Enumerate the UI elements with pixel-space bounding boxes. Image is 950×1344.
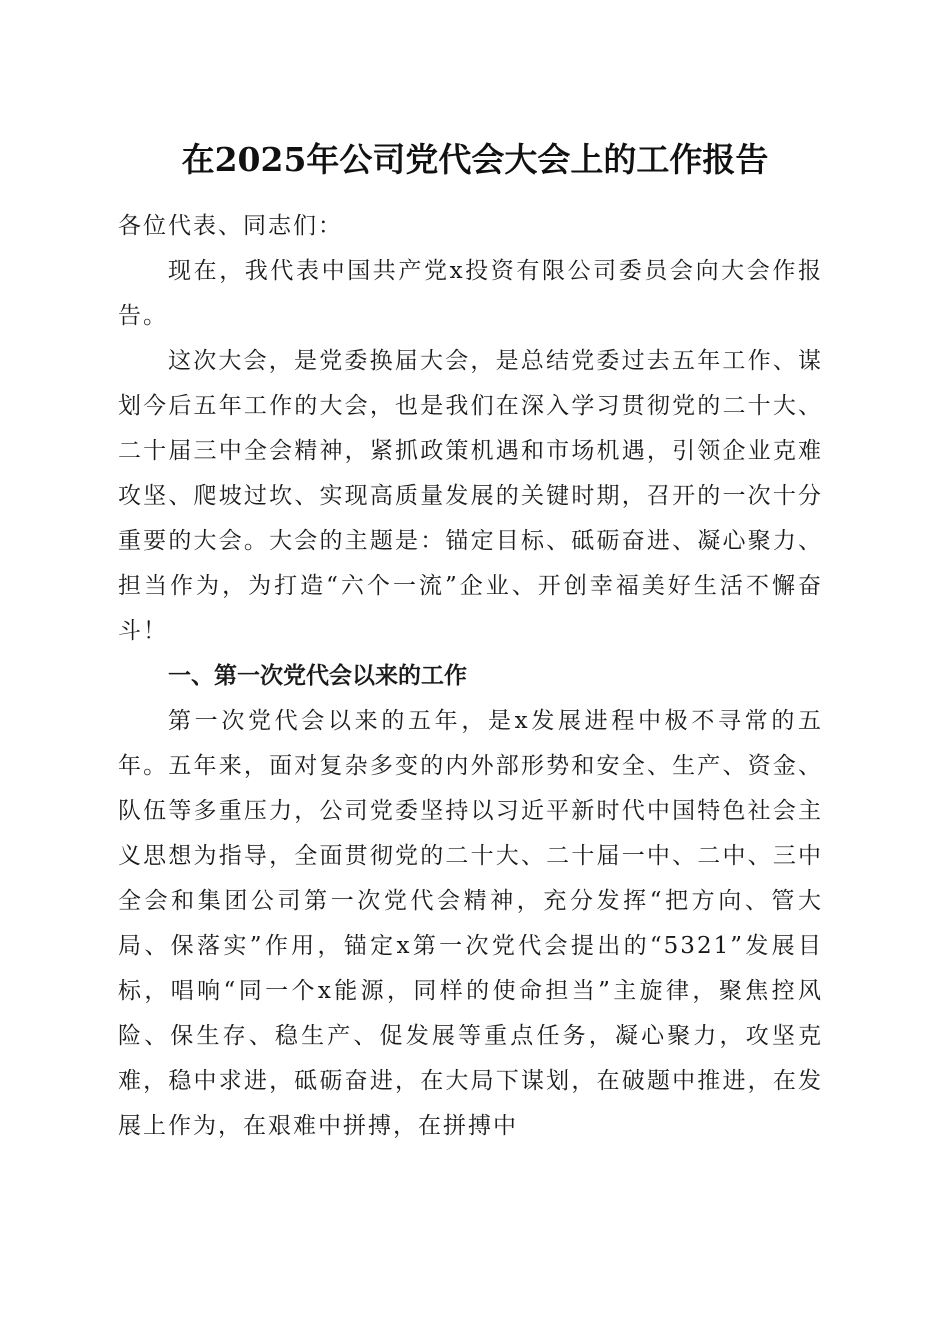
document-title: 在2025年公司党代会大会上的工作报告 (181, 140, 769, 179)
section-heading: 一、第一次党代会以来的工作 (168, 663, 467, 689)
paragraph-meeting-theme: 这次大会，是党委换届大会，是总结党委过去五年工作、谋划今后五年工作的大会，也是我们在深入学习贯彻党的二十大、二十届三中全会精神，紧抓政策机遇和市场机遇，引领企业克难攻坚、爬坡过坎、实现高质量发展的关键时期，召开的一次十分重要的大会。大会的主题是：锚定目标、砥砺奋进、凝心聚力、担当作为，为打造“六个一流”企业、开创幸福美好生活不懈奋斗！ (118, 348, 823, 644)
paragraph-opening: 现在，我代表中国共产党x投资有限公司委员会向大会作报告。 (118, 258, 823, 329)
salutation: 各位代表、同志们： (118, 213, 343, 239)
document-body (118, 204, 823, 1149)
paragraph-section-body: 第一次党代会以来的五年，是x发展进程中极不寻常的五年。五年来，面对复杂多变的内外部形势和安全、生产、资金、队伍等多重压力，公司党委坚持以习近平新时代中国特色社会主义思想为指导，全面贯彻党的二十大、二十届一中、二中、三中全会和集团公司第一次党代会精神，充分发挥“把方向、管大局、保落实”作用，锚定x第一次党代会提出的“5321”发展目标，唱响“同一个x能源，同样的使命担当”主旋律，聚焦控风险、保生存、稳生产、促发展等重点任务，凝心聚力，攻坚克难，稳中求进，砥砺奋进，在大局下谋划，在破题中推进，在发展上作为，在艰难中拼搏，在拼搏中 (118, 708, 823, 1139)
